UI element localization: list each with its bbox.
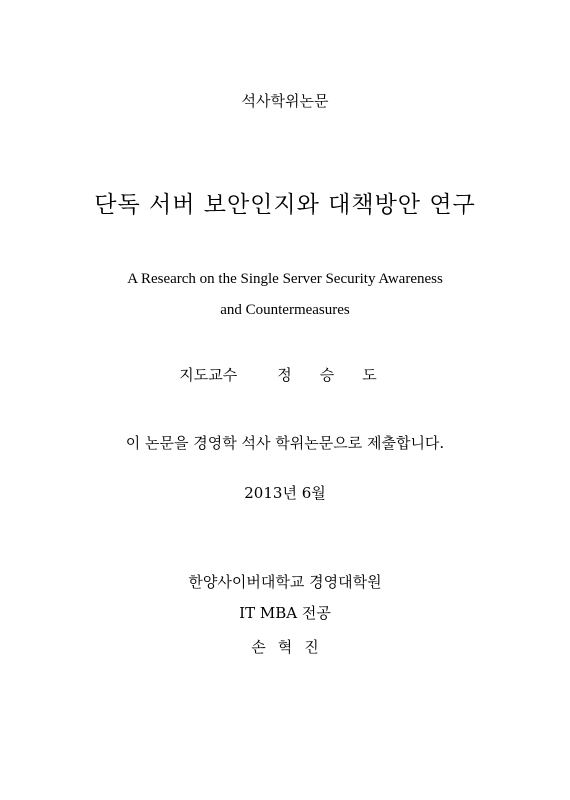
advisor-name-char: 승 xyxy=(319,366,335,384)
degree-type: 석사학위논문 xyxy=(241,92,329,110)
author-name-char: 혁 xyxy=(277,638,293,656)
author xyxy=(0,640,570,655)
thesis-title-english-line-1: A Research on the Single Server Security Awareness xyxy=(127,271,443,287)
program-name: IT MBA 전공 xyxy=(239,604,331,622)
thesis-title-english-line-2: and Countermeasures xyxy=(220,302,350,318)
submission-date: 2013년 6월 xyxy=(244,484,326,502)
advisor-label: 지도교수 xyxy=(179,366,238,384)
advisor-name-char: 정 xyxy=(277,366,292,384)
thesis-title-korean: 단독 서버 보안인지와 대책방안 연구 xyxy=(94,192,476,218)
author-name-char: 진 xyxy=(304,638,319,656)
author-name-char: 손 xyxy=(251,638,266,656)
advisor xyxy=(0,368,570,383)
advisor-name-char: 도 xyxy=(362,366,377,384)
submission-statement: 이 논문을 경영학 석사 학위논문으로 제출합니다. xyxy=(125,434,445,452)
university-name: 한양사이버대학교 경영대학원 xyxy=(188,573,382,591)
